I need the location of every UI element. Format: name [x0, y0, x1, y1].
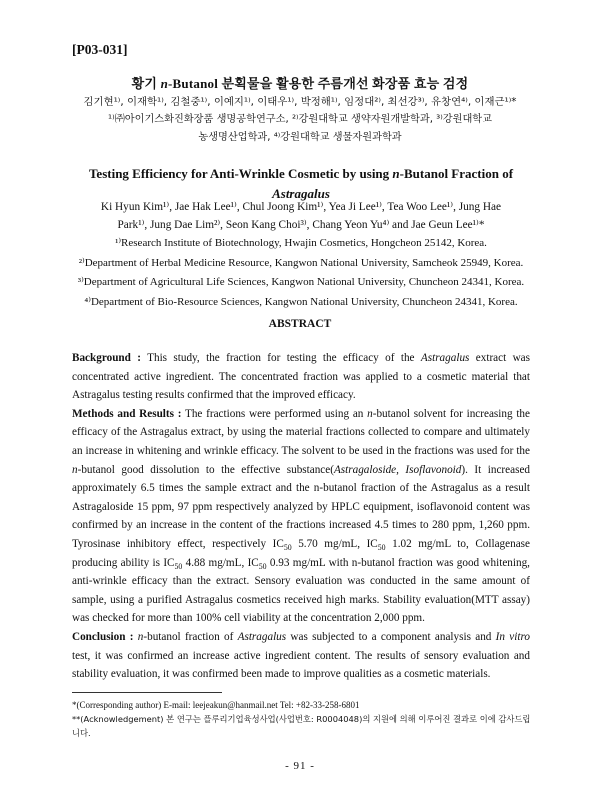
- korean-title-pre: 황기: [131, 76, 161, 91]
- methods-text-3: -butanol good dissolution to the effective substance(: [77, 463, 334, 476]
- acknowledgement-note: **(Acknowledgement) 본 연구는 플루리기업육성사업(사업번호: R0004048)의 지원에 의해 이루어진 결과로 이에 감사드립니다.: [72, 714, 531, 738]
- conclusion-label: Conclusion :: [72, 630, 134, 643]
- korean-affil-line-2: 농생명산업학과, ⁴⁾강원대학교 생물자원과학과: [198, 132, 402, 143]
- english-title-mid: -Butanol Fraction of: [399, 166, 514, 181]
- english-authors: [72, 198, 530, 234]
- ic50-sub-3: 50: [174, 561, 183, 571]
- korean-affil-line-1: ¹⁾㈜아이기스화진화장품 생명공학연구소, ²⁾강원대학교 생약자원개발학과, ³⁾강원대학교: [108, 114, 492, 125]
- ic50-sub-4: 50: [258, 561, 267, 571]
- ic50-sub-1: 50: [283, 543, 292, 553]
- abstract-heading: ABSTRACT: [268, 318, 332, 330]
- footnotes: [72, 698, 534, 740]
- english-title-ital1: n: [392, 166, 400, 181]
- conclusion-text-3: was subjected to a component analysis and: [286, 630, 496, 643]
- methods-text-7: 4.88 mg/mL, IC: [182, 556, 259, 569]
- english-title-pre: Testing Efficiency for Anti-Wrinkle Cosmetic by using: [88, 166, 393, 181]
- methods-text-2: -butanol solvent for increasing the efficacy of the Astragalus extract, by using the material fractions collected to compare and ultimately an increase in whitening and wrinkle efficacy. The solvent to be used in the fractions was used for the: [72, 407, 530, 457]
- methods-paragraph: [72, 405, 530, 628]
- paper-code: [P03-031]: [72, 42, 128, 57]
- abstract-body: [72, 349, 530, 684]
- conclusion-ital-2: Astragalus: [237, 630, 287, 643]
- korean-affiliations: [60, 111, 540, 147]
- methods-label: Methods and Results :: [72, 407, 182, 420]
- methods-text-8: 0.93 mg/mL with n-butanol fraction was good whitening, anti-wrinkle efficacy than the extract. Sensory evaluation was conducted in the same amount of sample, using a purified Astragalus cosmetics received high marks. Stability evaluation(MTT assay) was checked for more than 100% cell viability at the concentration 2,000 ppm.: [72, 556, 530, 625]
- english-affiliations: [72, 234, 530, 312]
- english-affil-3: ³⁾Department of Agricultural Life Sciences, Kangwon National University, Chuncheon 24341, Korea.: [77, 276, 525, 288]
- methods-ital-2: n: [72, 463, 78, 476]
- korean-title-ital: n: [160, 76, 169, 91]
- conclusion-ital-1: n: [137, 630, 144, 643]
- english-affil-2: ²⁾Department of Herbal Medicine Resource, Kangwon National University, Samcheok 25949, Korea.: [78, 256, 524, 269]
- english-affil-4: ⁴⁾Department of Bio-Resource Sciences, Kangwon National University, Chuncheon 24341, Korea.: [84, 295, 518, 308]
- english-affil-1: ¹⁾Research Institute of Biotechnology, Hwajin Cosmetics, Hongcheon 25142, Korea.: [115, 237, 487, 249]
- methods-text-5: 5.70 mg/mL, IC: [291, 537, 378, 550]
- methods-ital-1: n: [367, 407, 373, 420]
- background-label: Background :: [72, 352, 141, 364]
- conclusion-text-4: test, it was confirmed an increase active ingredient content. The results of sensory evaluation and stability evaluation, it was confirmed been made to improve qualities as a cosmetic materials.: [72, 649, 530, 681]
- korean-title-post: -Butanol 분획물을 활용한 주름개선 화장품 효능 검정: [168, 76, 469, 91]
- methods-text-4: ). It increased approximately 6.5 times the sample extract and the n-butanol fraction of the Astragalus as a result Astragaloside 15 ppm, 97 ppm respectively analyzed by HPLC equipment, isoflavonoid content was confirmed by an increase in the content of the fractions increased 4.5 times to 280 ppm, 1,260 ppm. Tyrosinase inhibitory effect, respectively IC: [72, 463, 530, 550]
- conclusion-text-2: -butanol fraction of: [143, 630, 238, 643]
- methods-text-1: The fractions were performed using an: [181, 407, 368, 420]
- methods-text-6: 1.02 mg/mL to, Collagenase producing ability is IC: [72, 537, 530, 569]
- conclusion-ital-3: In vitro: [495, 630, 530, 643]
- korean-authors: 김기현¹⁾, 이재학¹⁾, 김철중¹⁾, 이예지¹⁾, 이태우¹⁾, 박정해¹⁾, 임정대²⁾, 최선강³⁾, 유창연⁴⁾, 이재근¹⁾*: [83, 96, 517, 108]
- page-number: - 91 -: [285, 760, 315, 772]
- background-ital-1: Astragalus: [420, 352, 470, 364]
- ic50-sub-2: 50: [377, 543, 386, 553]
- english-title-ital2: Astragalus: [272, 186, 330, 201]
- background-text-2: extract was concentrated active ingredient. The concentrated fraction was applied to a cosmetic material that Astragalus testing results confirmed that the improved efficacy.: [72, 352, 530, 402]
- corresponding-author-note: *(Corresponding author) E-mail: leejeakun@hanmail.net Tel: +82-33-258-6801: [72, 700, 360, 710]
- english-authors-line-1: Ki Hyun Kim¹⁾, Jae Hak Lee¹⁾, Chul Joong Kim¹⁾, Yea Ji Lee¹⁾, Tea Woo Lee¹⁾, Jung Hae: [100, 201, 502, 213]
- methods-ital-3: Astragaloside, Isoflavonoid: [333, 463, 462, 476]
- background-paragraph: [72, 349, 530, 405]
- korean-title: [0, 73, 600, 92]
- footnote-rule: [72, 692, 222, 693]
- english-authors-line-2: Park¹⁾, Jung Dae Lim²⁾, Seon Kang Choi³⁾, Chang Yeon Yu⁴⁾ and Jae Geun Lee¹⁾*: [117, 219, 485, 231]
- conclusion-paragraph: [72, 628, 530, 684]
- background-text-1: This study, the fraction for testing the efficacy of the: [140, 352, 421, 364]
